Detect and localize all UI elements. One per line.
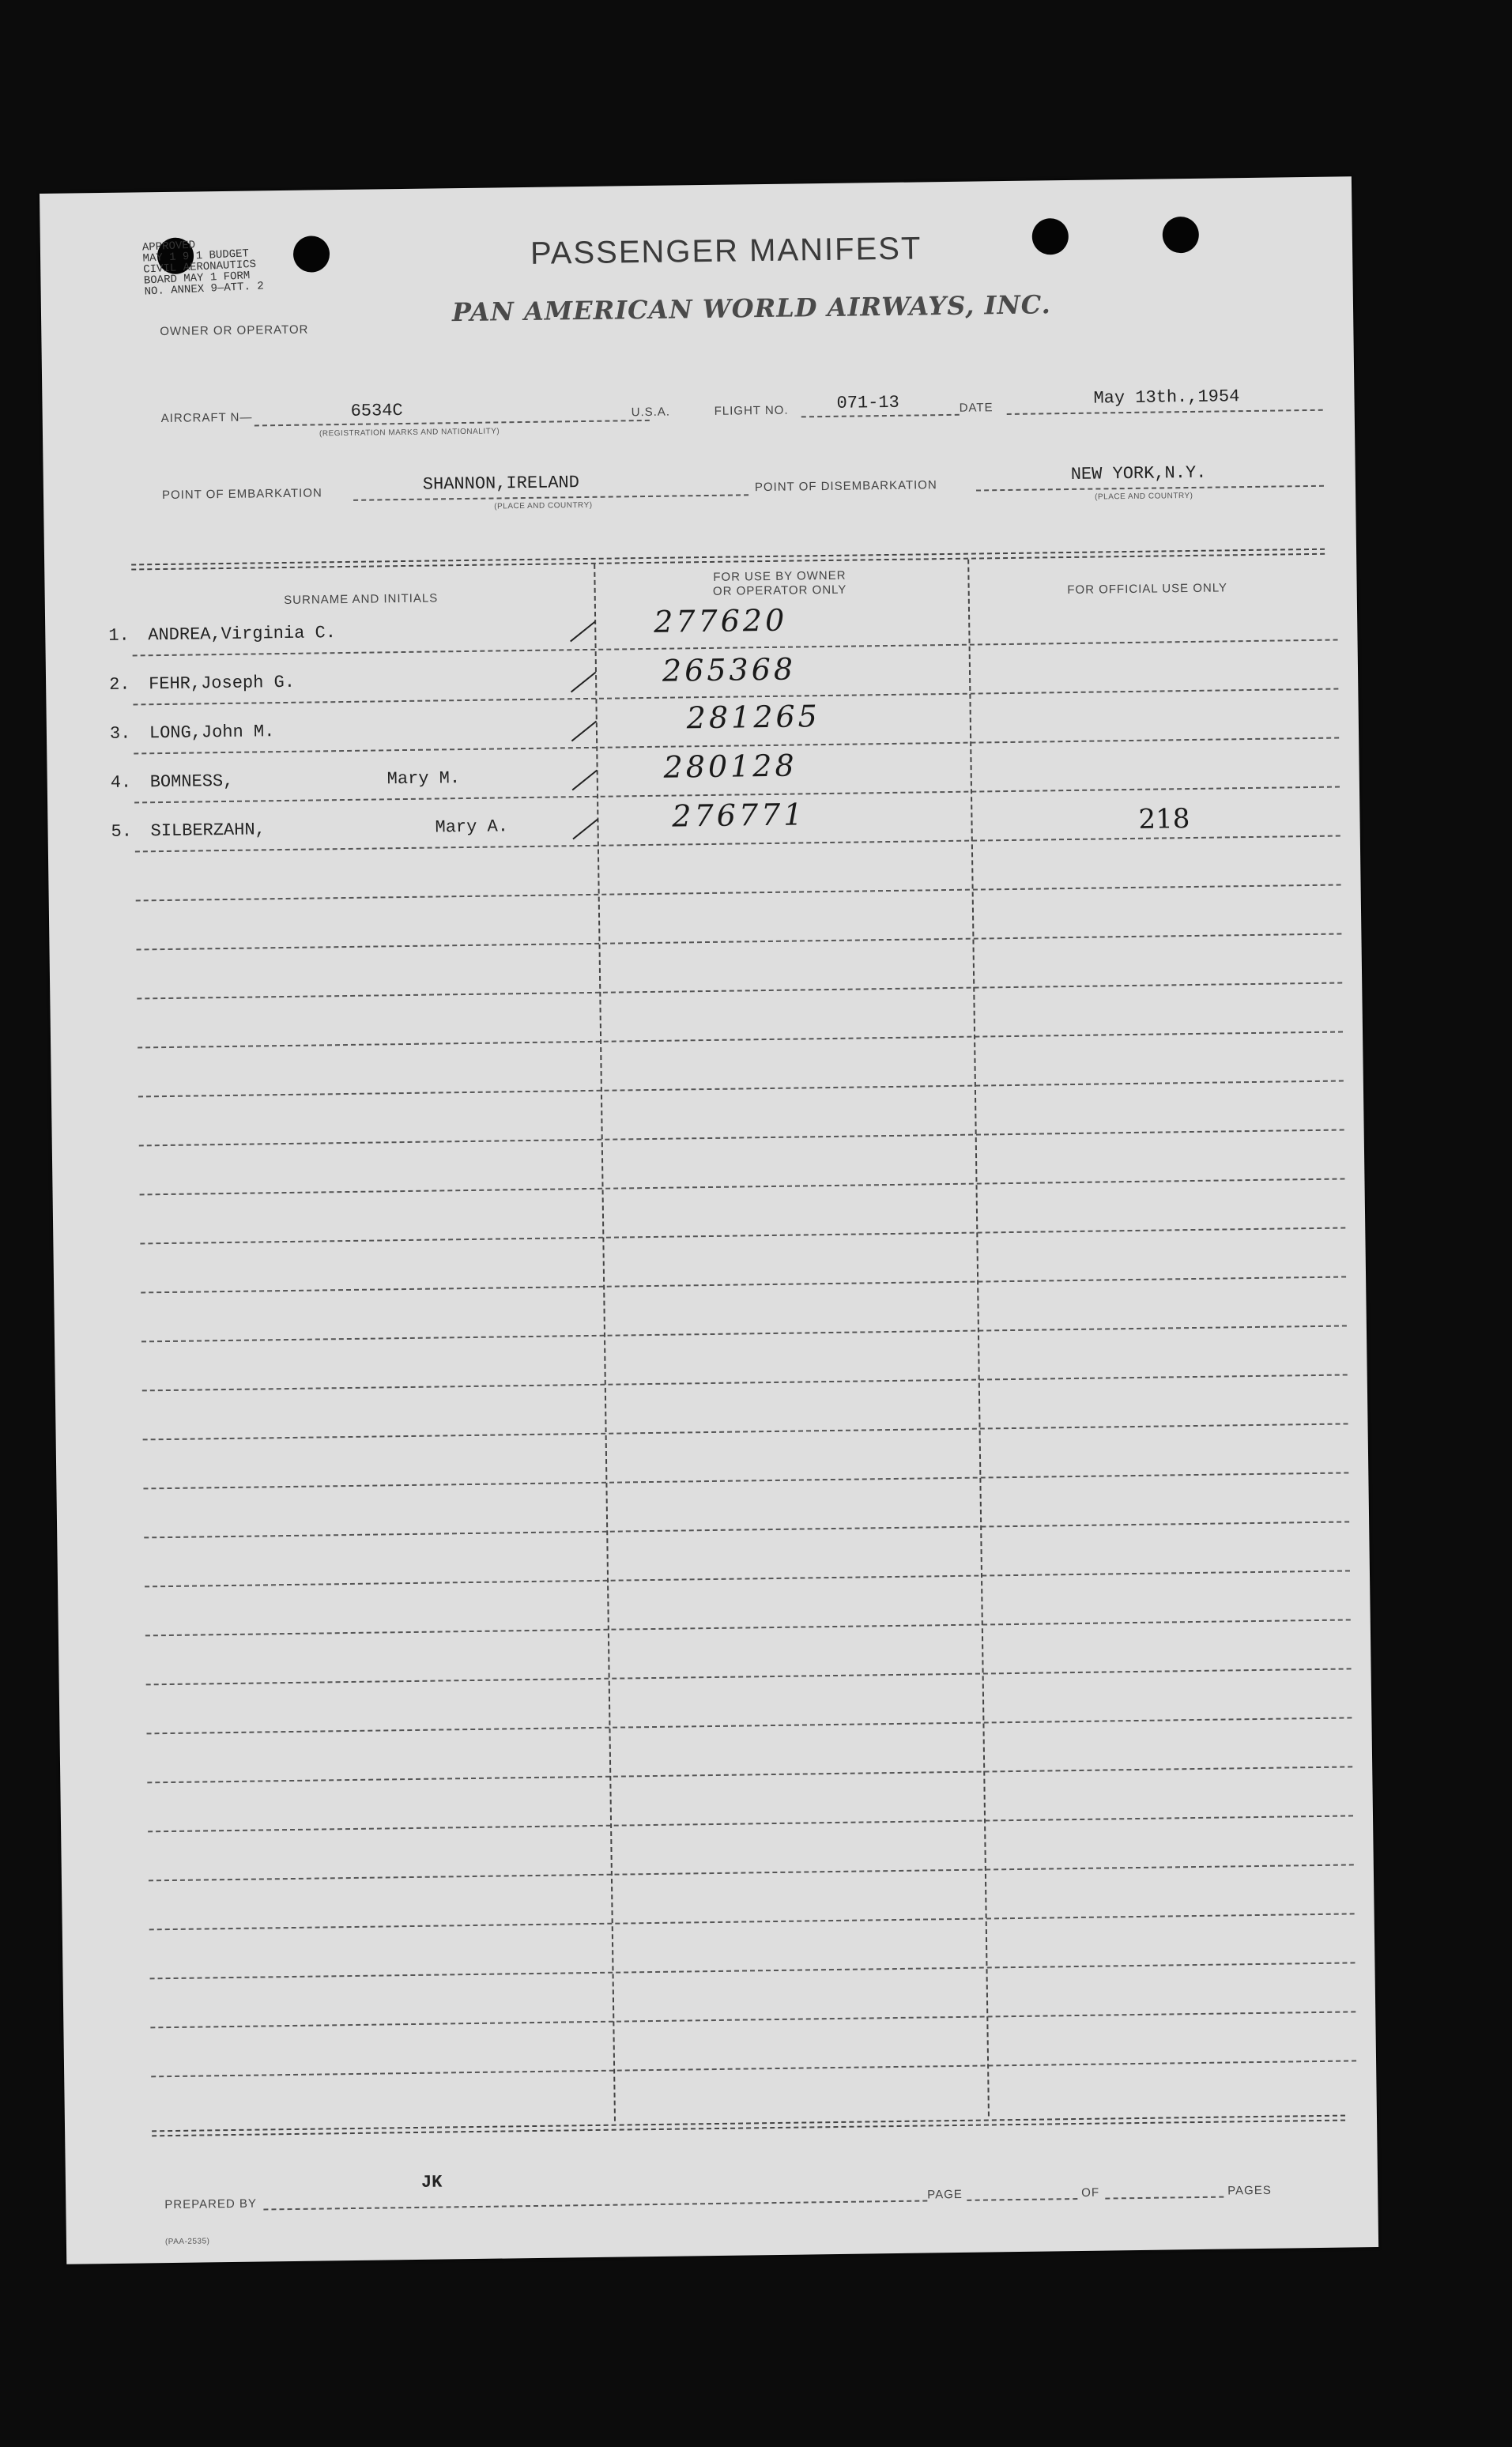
table-top-rule xyxy=(131,549,1325,571)
flight-label: FLIGHT NO. xyxy=(714,403,789,418)
registration-caption: (REGISTRATION MARKS AND NATIONALITY) xyxy=(319,427,500,439)
column-divider xyxy=(594,564,616,2121)
flight-line xyxy=(801,414,960,418)
table-rule-line xyxy=(143,1423,1348,1440)
manifest-paper xyxy=(40,176,1378,2264)
table-rule-line xyxy=(149,1913,1355,1930)
aircraft-value: 6534C xyxy=(350,401,403,421)
aircraft-label: AIRCRAFT N— xyxy=(160,410,253,426)
passenger-name: ANDREA,Virginia C. xyxy=(148,623,337,646)
disembarkation-value: NEW YORK,N.Y. xyxy=(1070,462,1207,484)
table-rule-line xyxy=(145,1619,1351,1636)
column-divider xyxy=(967,560,990,2117)
table-rule-line xyxy=(151,2060,1356,2077)
form-number: (PAA-2535) xyxy=(164,2237,210,2247)
form-title: PASSENGER MANIFEST xyxy=(530,231,922,271)
prepared-by-line xyxy=(263,2200,927,2211)
table-rule-line xyxy=(146,1668,1352,1685)
check-mark-icon xyxy=(570,621,595,643)
check-mark-icon xyxy=(572,819,598,840)
table-row-lines xyxy=(40,176,1352,194)
table-rule-line xyxy=(135,835,1340,853)
embarkation-value: SHANNON,IRELAND xyxy=(422,473,580,495)
punch-hole xyxy=(293,236,330,273)
table-bottom-rule xyxy=(152,2115,1345,2137)
passenger-given-name: Mary M. xyxy=(386,768,461,790)
row-number: 2. xyxy=(108,674,130,695)
preparer-initials: JK xyxy=(420,2172,443,2192)
disembarkation-line xyxy=(976,485,1324,492)
passenger-code: 281265 xyxy=(686,699,821,736)
table-rule-line xyxy=(142,1374,1348,1391)
col-header-official: FOR OFFICIAL USE ONLY xyxy=(1067,581,1228,598)
table-rule-line xyxy=(139,1129,1344,1146)
table-rule-line xyxy=(147,1717,1352,1734)
embarkation-label: POINT OF EMBARKATION xyxy=(161,486,322,503)
table-rule-line xyxy=(140,1227,1345,1244)
table-rule-line xyxy=(140,1178,1345,1195)
table-rule-line xyxy=(138,1080,1344,1098)
table-rule-line xyxy=(150,2011,1356,2028)
row-number: 4. xyxy=(110,772,132,793)
disembarkation-caption: (PLACE AND COUNTRY) xyxy=(1095,491,1193,502)
approved-stamp: APPROVED MAY 1 9 1 BUDGET CIVIL AERONAUTICS BOARD MAY 1 FORM NO. ANNEX 9—ATT. 2 xyxy=(141,239,265,299)
flight-value: 071-13 xyxy=(836,392,899,413)
operator-name: PAN AMERICAN WORLD AIRWAYS, INC. xyxy=(451,289,1052,328)
passenger-code: 280128 xyxy=(663,748,797,785)
passenger-code: 277620 xyxy=(653,602,788,639)
date-line xyxy=(1007,409,1323,415)
passenger-name: FEHR,Joseph G. xyxy=(148,672,296,695)
of-line xyxy=(1105,2196,1224,2200)
col-header-surname: SURNAME AND INITIALS xyxy=(284,591,439,607)
embarkation-line xyxy=(353,494,748,501)
table-rule-line xyxy=(144,1521,1349,1538)
table-rule-line xyxy=(145,1570,1350,1587)
table-rule-line xyxy=(149,1864,1354,1881)
passenger-code: 276771 xyxy=(672,797,806,834)
passenger-name: BOMNESS, xyxy=(149,771,234,793)
disembarkation-label: POINT OF DISEMBARKATION xyxy=(754,478,937,495)
passenger-code: 265368 xyxy=(662,651,797,688)
row-number: 1. xyxy=(108,625,130,646)
check-mark-icon xyxy=(571,721,597,742)
aircraft-line xyxy=(255,420,650,427)
check-mark-icon xyxy=(571,672,596,693)
table-rule-line xyxy=(138,1031,1343,1049)
row-number: 5. xyxy=(111,821,133,842)
row-number: 3. xyxy=(109,723,131,744)
table-rule-line xyxy=(148,1815,1353,1832)
date-label: DATE xyxy=(959,401,994,415)
of-label: OF xyxy=(1081,2185,1100,2200)
page-label: PAGE xyxy=(927,2187,963,2202)
official-number: 218 xyxy=(1138,803,1190,835)
passenger-given-name: Mary A. xyxy=(435,816,509,838)
page-line xyxy=(967,2198,1077,2201)
table-rule-line xyxy=(141,1276,1346,1293)
table-rule-line xyxy=(143,1472,1348,1489)
owner-label: OWNER OR OPERATOR xyxy=(160,322,309,339)
passenger-name: SILBERZAHN, xyxy=(150,820,266,842)
pages-label: PAGES xyxy=(1227,2183,1272,2198)
punch-hole xyxy=(1032,218,1069,255)
col-header-owner-use-2: OR OPERATOR ONLY xyxy=(712,583,847,598)
table-rule-line xyxy=(136,884,1341,902)
passenger-name: LONG,John M. xyxy=(149,722,275,744)
usa-label: U.S.A. xyxy=(631,405,671,420)
date-value: May 13th.,1954 xyxy=(1093,386,1240,409)
table-rule-line xyxy=(150,1962,1356,1979)
col-header-owner-use-1: FOR USE BY OWNER xyxy=(713,568,846,584)
embarkation-caption: (PLACE AND COUNTRY) xyxy=(494,500,593,511)
punch-hole xyxy=(1163,217,1200,254)
table-rule-line xyxy=(137,982,1342,1000)
prepared-by-label: PREPARED BY xyxy=(164,2196,258,2212)
check-mark-icon xyxy=(572,770,598,791)
table-rule-line xyxy=(147,1766,1352,1783)
table-rule-line xyxy=(137,933,1342,951)
table-rule-line xyxy=(141,1325,1347,1342)
